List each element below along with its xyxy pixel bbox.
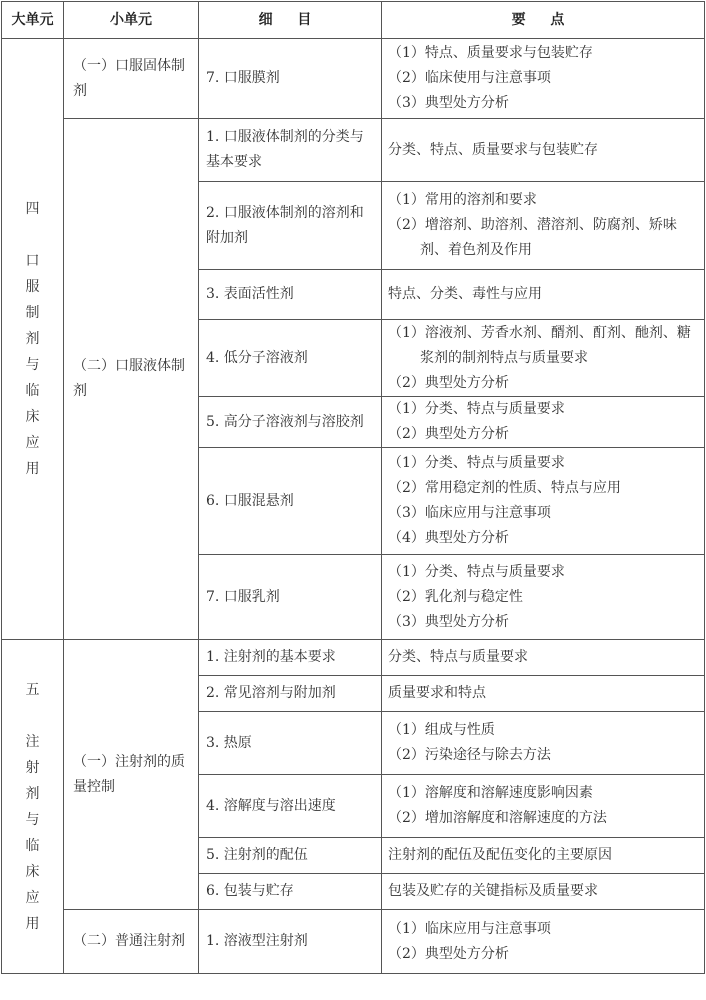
point-item: （1）临床应用与注意事项 (388, 920, 551, 937)
syllabus-table (1, 1, 705, 974)
point-item: （1）特点、质量要求与包装贮存 (388, 45, 593, 61)
table-row (2, 910, 705, 974)
unit-cell (2, 640, 64, 974)
table-row (2, 119, 705, 182)
unit-name: 注射剂与临床应用 (25, 733, 40, 932)
point-item: 分类、特点、质量要求与包装贮存 (388, 141, 598, 158)
detail-cell: 1. 口服液体制剂的分类与基本要求 (199, 119, 382, 182)
point-item: （2）常用稳定剂的性质、特点与应用 (388, 480, 621, 496)
point-item: 质量要求和特点 (388, 685, 486, 701)
point-item: （3）典型处方分析 (388, 613, 509, 630)
detail-cell: 3. 热原 (199, 712, 382, 775)
points-cell (382, 775, 705, 838)
table-row (2, 39, 705, 119)
table-row (2, 640, 705, 676)
point-item: （2）典型处方分析 (388, 945, 509, 962)
detail-cell: 4. 溶解度与溶出速度 (199, 775, 382, 838)
detail-cell: 3. 表面活性剂 (199, 270, 382, 320)
detail-cell: 7. 口服乳剂 (199, 555, 382, 640)
table-header-row (2, 2, 705, 39)
detail-cell: 1. 溶液型注射剂 (199, 910, 382, 974)
points-cell (382, 270, 705, 320)
point-item: （3）临床应用与注意事项 (388, 505, 551, 521)
subunit-cell: （一）口服固体制剂 (64, 39, 199, 119)
detail-cell: 2. 常见溶剂与附加剂 (199, 676, 382, 712)
point-item: 特点、分类、毒性与应用 (388, 286, 542, 302)
point-item: 包装及贮存的关键指标及质量要求 (388, 883, 598, 899)
points-cell (382, 640, 705, 676)
table-body (2, 39, 705, 974)
unit-cell (2, 39, 64, 640)
points-cell (382, 397, 705, 448)
points-cell (382, 910, 705, 974)
points-cell (382, 676, 705, 712)
point-item: （2）典型处方分析 (388, 426, 509, 442)
header-unit: 大单元 (2, 2, 64, 39)
point-item: （2）增溶剂、助溶剂、潜溶剂、防腐剂、矫味剂、着色剂及作用 (388, 217, 677, 258)
subunit-cell: （二）口服液体制剂 (64, 119, 199, 640)
point-item: 注射剂的配伍及配伍变化的主要原因 (388, 847, 612, 863)
unit-label (25, 196, 41, 482)
point-item: 分类、特点与质量要求 (388, 649, 528, 665)
point-item: （2）乳化剂与稳定性 (388, 588, 523, 605)
subunit-cell: （一）注射剂的质量控制 (64, 640, 199, 910)
detail-cell: 6. 包装与贮存 (199, 874, 382, 910)
detail-cell: 7. 口服膜剂 (199, 39, 382, 119)
header-points: 要 点 (382, 2, 705, 39)
detail-cell: 5. 高分子溶液剂与溶胶剂 (199, 397, 382, 448)
point-item: （1）分类、特点与质量要求 (388, 563, 565, 580)
detail-cell: 2. 口服液体制剂的溶剂和附加剂 (199, 182, 382, 270)
point-item: （2）临床使用与注意事项 (388, 70, 551, 86)
points-cell (382, 448, 705, 555)
detail-cell: 6. 口服混悬剂 (199, 448, 382, 555)
unit-label (25, 677, 41, 937)
unit-number: 五 (25, 681, 40, 698)
points-cell (382, 182, 705, 270)
point-item: （1）溶解度和溶解速度影响因素 (388, 785, 593, 801)
unit-name: 口服制剂与临床应用 (25, 253, 40, 477)
point-item: （2）污染途径与除去方法 (388, 747, 551, 763)
detail-cell: 5. 注射剂的配伍 (199, 838, 382, 874)
header-detail: 细 目 (199, 2, 382, 39)
point-item: （1）分类、特点与质量要求 (388, 455, 565, 471)
unit-number: 四 (25, 201, 40, 217)
point-item: （4）典型处方分析 (388, 530, 509, 546)
header-subunit: 小单元 (64, 2, 199, 39)
points-cell (382, 320, 705, 397)
point-item: （1）分类、特点与质量要求 (388, 401, 565, 417)
point-item: （1）组成与性质 (388, 722, 495, 738)
detail-cell: 1. 注射剂的基本要求 (199, 640, 382, 676)
subunit-cell: （二）普通注射剂 (64, 910, 199, 974)
points-cell (382, 712, 705, 775)
point-item: （1）常用的溶剂和要求 (388, 192, 537, 208)
points-cell (382, 555, 705, 640)
points-cell (382, 838, 705, 874)
points-cell (382, 874, 705, 910)
points-cell (382, 119, 705, 182)
points-cell (382, 39, 705, 119)
point-item: （2）典型处方分析 (388, 374, 509, 391)
detail-cell: 4. 低分子溶液剂 (199, 320, 382, 397)
point-item: （2）增加溶解度和溶解速度的方法 (388, 810, 607, 826)
point-item: （1）溶液剂、芳香水剂、醑剂、酊剂、酏剂、糖浆剂的制剂特点与质量要求 (388, 324, 691, 366)
point-item: （3）典型处方分析 (388, 95, 509, 111)
